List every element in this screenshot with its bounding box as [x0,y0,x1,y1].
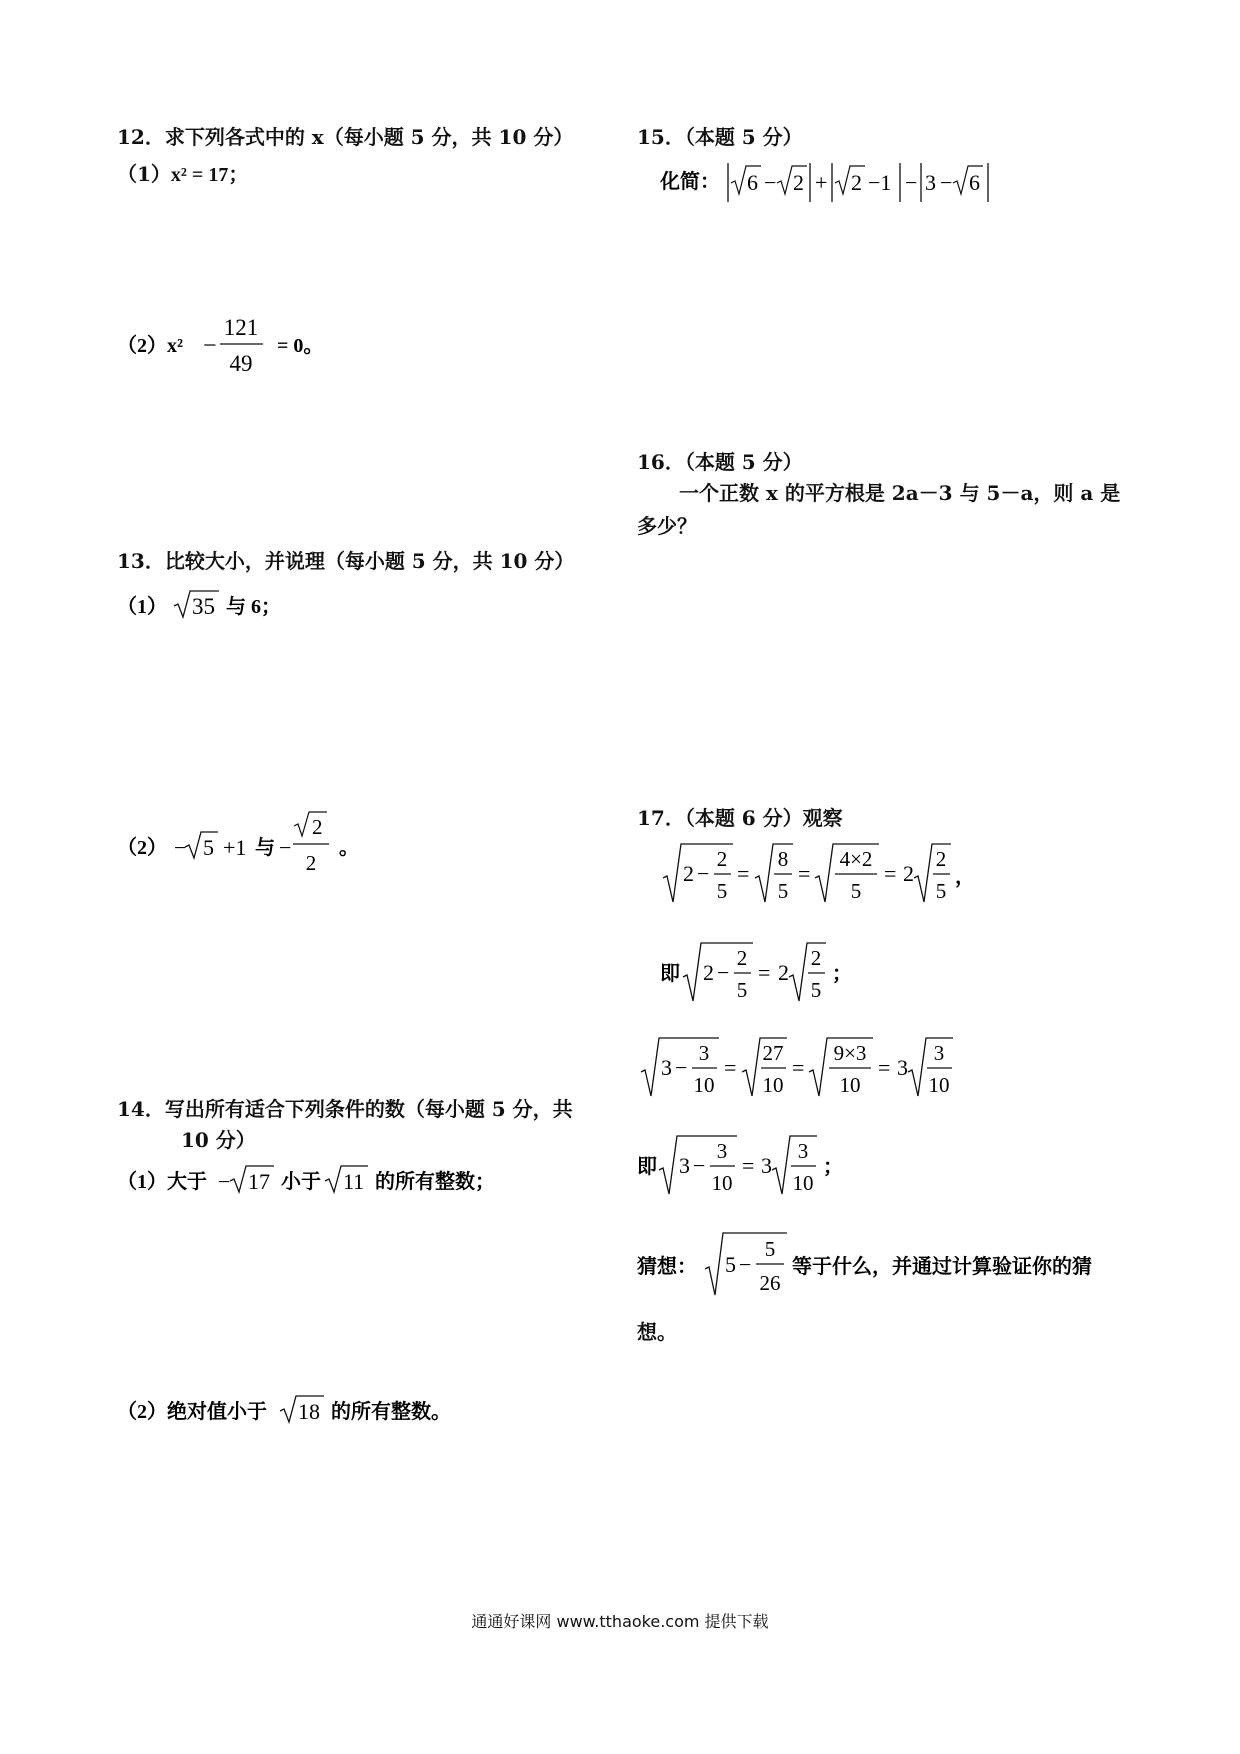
q14-part1-tail: 的所有整数； [375,1171,495,1193]
q17-eq1-n4: 2 [935,847,947,871]
q15-three: 3 [925,170,936,195]
q15-r1: 6 [747,170,758,195]
q17-eq3 [635,1032,995,1108]
q17-eq1-n1: 2 [716,847,728,871]
q13-part2-plus-one: +1 [223,835,247,860]
q17-eq1-minus: − [697,861,710,886]
q17-eq1-a: 2 [683,861,694,886]
q13-part2-radicand: 5 [203,835,214,860]
q17-eq2-d1: 5 [736,978,748,1002]
q16-line2: 多少？ [637,514,697,538]
q14-part1-label: （1）大于 [117,1171,207,1193]
q17-eq2-ji: 即 [660,963,680,985]
q17-eq1-end: ， [955,866,975,888]
q17-eq3-eq3: = [878,1055,891,1080]
q17-eq3-eq2: = [792,1055,805,1080]
q13-part1-tail: 与 6； [226,596,281,618]
q17-eq1 [655,838,995,914]
q17-eq2-n1: 2 [736,946,748,970]
q15-minus2: −1 [868,170,892,195]
q17-eq1-d4: 5 [935,879,947,903]
q17-eq4-a: 3 [679,1153,690,1178]
q17-eq3-d3: 10 [839,1073,861,1097]
q17-eq3-n3: 9×3 [833,1041,867,1065]
q17-eq2-n2: 2 [810,946,822,970]
q13-part2-neg: − [174,835,187,860]
q17-eq1-eq2: = [798,861,811,886]
q14-part2-label: （2）绝对值小于 [117,1401,267,1423]
q17-guess-n: 5 [764,1237,776,1261]
q12-part2-tail: = 0。 [277,335,324,357]
q14-part2-formula [117,1392,517,1428]
q13-part2-yu: 与 [255,837,275,859]
q17-eq3-n2: 27 [762,1041,784,1065]
q17-guess-a: 5 [725,1252,736,1277]
q15-r3: 2 [851,170,862,195]
q17-eq3-d2: 10 [762,1073,784,1097]
q12-title: 12．求下列各式中的 x（每小题 5 分，共 10 分） [117,125,574,149]
q17-eq1-d1: 5 [716,879,728,903]
q14-part1-radicand1: 17 [248,1169,270,1194]
q17-eq2-a: 2 [703,960,714,985]
q15-r2: 2 [793,170,804,195]
q17-guess-minus: − [739,1252,752,1277]
q17-eq2 [660,937,900,1013]
q17-guess-line2: 想。 [637,1320,677,1344]
q15-label: 化简： [660,171,720,193]
q17-guess-label: 猜想： [637,1256,697,1278]
q17-eq4-ji: 即 [637,1156,657,1178]
q13-part2-label: （2） [117,837,167,859]
q12-part1 [117,158,248,187]
q17-eq4-end: ； [823,1156,843,1178]
q17-eq4-d1: 10 [711,1171,733,1195]
q14-part1-radicand2: 11 [343,1169,365,1194]
q17-eq1-d3: 5 [850,879,862,903]
q17-eq1-eq3: = [884,861,897,886]
q17-eq4-d2: 10 [792,1171,814,1195]
q15-minus3: − [905,170,918,195]
q15-minus4: − [940,170,953,195]
q14-title-line2: 10 分） [181,1128,256,1152]
page-footer: 通通好课网 www.tthaoke.com 提供下载 [471,1612,769,1631]
q17-guess [637,1227,1137,1307]
q12-part2-minus: − [203,333,217,359]
q15-minus1: − [764,170,777,195]
q15-plus: + [815,170,828,195]
q17-eq4-n2: 3 [797,1139,809,1163]
q17-eq4-k: 3 [761,1153,772,1178]
q17-eq1-n3: 4×2 [839,847,873,871]
q17-eq2-k: 2 [778,960,789,985]
q12-fraction-numerator: 121 [223,315,259,340]
q13-part2-end: 。 [339,837,359,859]
q17-eq1-k: 2 [903,861,914,886]
q12-part2-label: （2）x² [117,335,183,357]
q17-eq1-d2: 5 [777,879,789,903]
q17-eq3-minus: − [675,1055,688,1080]
q12-part1-expr: x² = 17； [170,164,249,186]
q14-part1-mid: 小于 [281,1171,321,1193]
q12-fraction-denominator: 49 [229,351,253,376]
q16-title: 16．（本题 5 分） [637,450,803,474]
q13-part1-label: （1） [117,596,167,618]
q17-eq2-d2: 5 [810,978,822,1002]
q17-eq1-n2: 8 [777,847,789,871]
q17-eq1-eq1: = [737,861,750,886]
q15-title: 15．（本题 5 分） [637,125,803,149]
q17-eq3-a: 3 [661,1055,672,1080]
q17-eq3-d4: 10 [928,1073,950,1097]
q17-eq3-eq1: = [724,1055,737,1080]
q13-part1-formula [117,587,317,623]
q17-eq3-d1: 10 [693,1073,715,1097]
q17-eq2-end: ； [832,963,852,985]
q15-formula [660,158,1020,206]
q17-guess-d: 26 [759,1271,781,1295]
q17-eq2-minus: − [717,960,730,985]
q12-part1-label: （1） [117,162,171,186]
q14-part2-radicand: 18 [298,1399,320,1424]
q17-eq4-eq: = [742,1153,755,1178]
q13-part2-neg2: − [279,835,292,860]
q13-part2-formula [117,810,367,890]
q17-title: 17．（本题 6 分）观察 [637,806,843,830]
q17-eq4 [637,1130,877,1206]
q17-eq4-n1: 3 [716,1139,728,1163]
q14-title-line1: 14．写出所有适合下列条件的数（每小题 5 分，共 [117,1097,573,1121]
q17-eq3-n1: 3 [698,1041,710,1065]
q17-guess-tail: 等于什么，并通过计算验证你的猜 [792,1256,1092,1278]
q14-part2-tail: 的所有整数。 [331,1401,451,1423]
q13-part2-frac-denominator: 2 [305,851,317,875]
q17-eq3-n4: 3 [933,1041,945,1065]
q17-eq4-minus: − [693,1153,706,1178]
q17-eq2-eq: = [758,960,771,985]
q13-part1-radicand: 35 [192,594,215,619]
q13-title: 13．比较大小，并说理（每小题 5 分，共 10 分） [117,549,575,573]
q17-eq3-k: 3 [897,1055,908,1080]
q13-part2-frac-radicand: 2 [312,815,323,839]
q12-part2-formula [117,312,324,378]
q14-part1-formula [117,1162,537,1198]
q15-r4: 6 [969,170,980,195]
q16-line1: 一个正数 x 的平方根是 2a－3 与 5－a，则 a 是 [679,481,1121,505]
q14-part1-neg: − [218,1169,231,1194]
